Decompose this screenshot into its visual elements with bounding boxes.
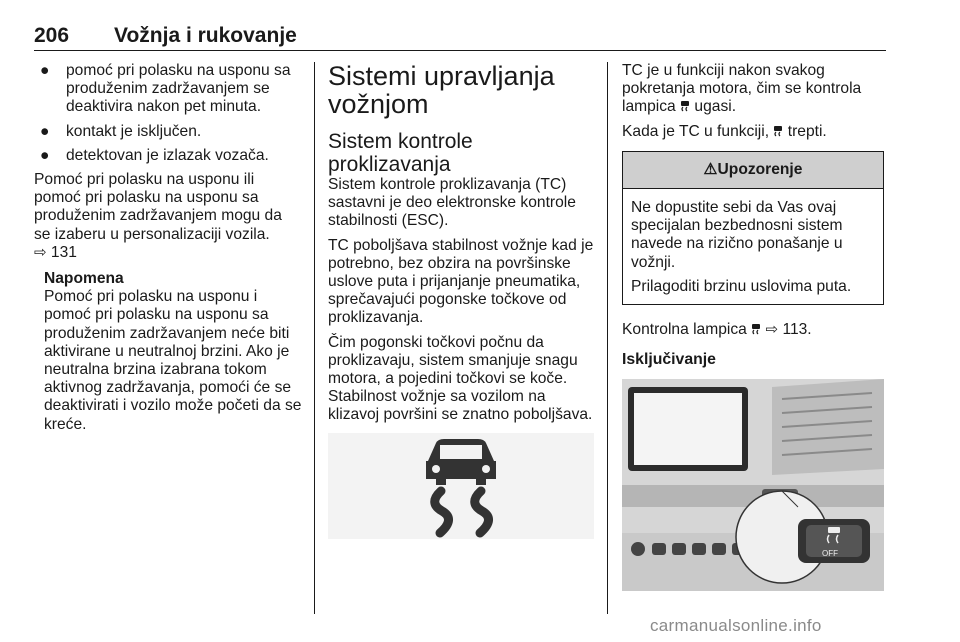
subsection-title: Sistem kontrole proklizavanja bbox=[328, 130, 473, 176]
warning-text: Prilagoditi brzinu uslovima puta. bbox=[631, 277, 852, 295]
dashboard-illustration bbox=[622, 379, 884, 591]
off-button-label[interactable]: OFF bbox=[822, 549, 838, 559]
note-heading: Napomena bbox=[44, 270, 124, 288]
page-reference-icon: ⇨ bbox=[765, 321, 779, 339]
traction-control-icon bbox=[680, 100, 690, 112]
section-title: Sistemi upravljanja vožnjom bbox=[328, 61, 555, 119]
warning-header: ⚠Upozorenje bbox=[623, 152, 883, 189]
paragraph: Pomoć pri polasku na usponu ili pomoć pri polasku na usponu sa produženim zadržavanjem mogu da se izaberu u personalizaciji vozila. ⇨ 131 bbox=[34, 171, 282, 261]
page-reference-icon: ⇨ bbox=[34, 243, 47, 261]
note-box bbox=[44, 270, 302, 434]
chapter-title: Vožnja i rukovanje bbox=[114, 24, 297, 47]
paragraph: TC poboljšava stabilnost vožnje kad je potrebno, bez obzira na površinske uslove puta i prijanjanje pneumatika, sprečavajući pogonske točkove od proklizavanja. bbox=[328, 236, 594, 327]
subsection-title: Isključivanje bbox=[622, 351, 716, 369]
paragraph: Kontrolna lampica ⇨ 113. bbox=[622, 321, 812, 339]
column-divider bbox=[607, 62, 608, 614]
column-divider bbox=[314, 62, 315, 614]
list-item: ● detektovan je izlazak vozača. bbox=[40, 146, 269, 164]
list-item: ● pomoć pri polasku na usponu sa produženim zadržavanjem se deaktivira nakon pet minuta. bbox=[40, 62, 291, 116]
watermark: carmanualsonline.info bbox=[650, 616, 822, 635]
list-item: ● kontakt je isključen. bbox=[40, 122, 202, 140]
column-right bbox=[622, 62, 884, 591]
page-reference[interactable]: 113. bbox=[782, 321, 812, 339]
warning-triangle-icon: ⚠ bbox=[703, 160, 718, 178]
paragraph: Sistem kontrole proklizavanja (TC) sastavni je deo elektronske kontrole stabilnosti (ESC). bbox=[328, 176, 576, 230]
paragraph: TC je u funkciji nakon svakog pokretanja motora, čim se kontrola lampica ugasi. bbox=[622, 62, 862, 116]
warning-text: Ne dopustite sebi da Vas ovaj specijalan bezbednosni sistem navede na rizično ponašanje u vožnji. bbox=[631, 199, 843, 271]
column-left bbox=[34, 62, 302, 434]
warning-box bbox=[622, 151, 884, 305]
warning-body bbox=[623, 189, 883, 304]
traction-control-illustration bbox=[328, 433, 594, 539]
column-middle bbox=[328, 62, 594, 539]
traction-control-icon bbox=[751, 323, 761, 335]
traction-control-icon bbox=[328, 433, 594, 539]
page-header bbox=[34, 10, 886, 51]
page-reference[interactable]: 131 bbox=[50, 243, 77, 261]
paragraph: Kada je TC u funkciji, trepti. bbox=[622, 122, 827, 140]
paragraph: Čim pogonski točkovi počnu da proklizavaju, sistem smanjuje snagu motora, a pojedini točkovi se koče. Stabilnost vožnje sa vozilom na klizavoj površini se znatno poboljšava. bbox=[328, 333, 593, 424]
page-number: 206 bbox=[34, 24, 70, 47]
traction-control-icon bbox=[773, 125, 783, 137]
note-text: Pomoć pri polasku na usponu i pomoć pri polasku na usponu sa produženim zadržavanjem neće biti aktivirane u neutralnoj brzini. Ako je neutralna brzina izabrana tokom aktivnog zadržavanja, pomoći će se deaktivirati i vozilo može početi da se kreće. bbox=[44, 288, 302, 433]
